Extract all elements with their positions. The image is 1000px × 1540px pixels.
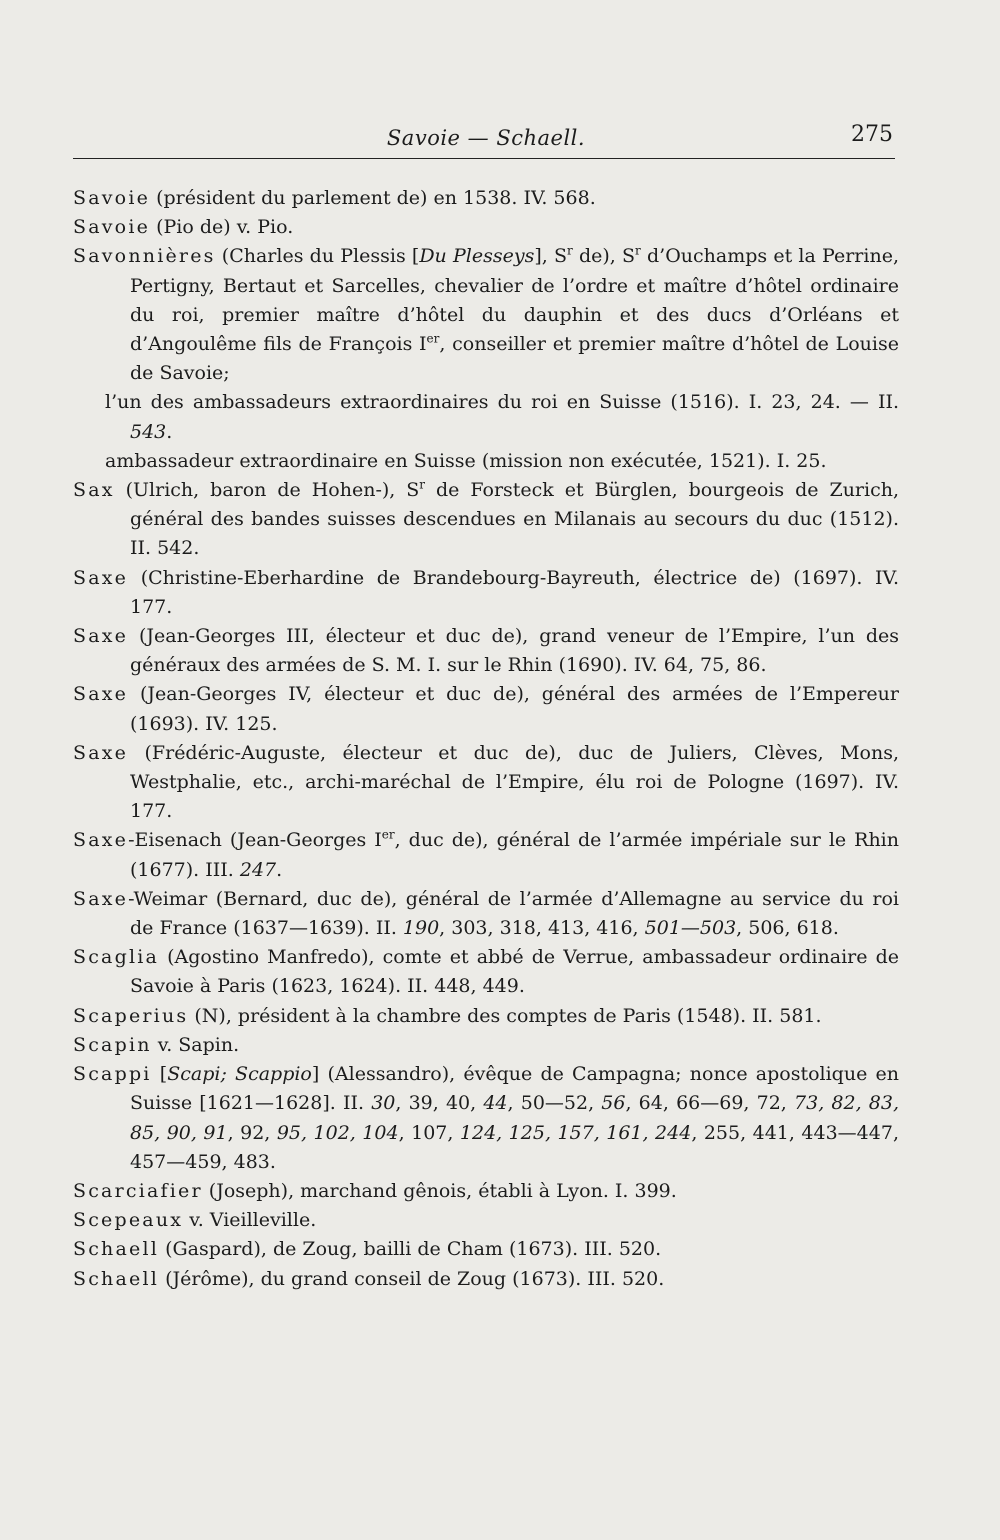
running-title-separator: — [460, 126, 497, 150]
entry-headword: Savoie [73, 216, 151, 239]
entry-text: , 506, 618. [736, 917, 839, 940]
entry-text: , 92, [227, 1121, 277, 1144]
index-subentry [73, 388, 899, 446]
index-entry [73, 476, 899, 564]
page-number: 275 [851, 122, 893, 147]
index-entry [73, 739, 899, 827]
entry-superscript: r [635, 244, 641, 259]
entry-text: , duc de), général de l’armée impériale sur le Rhin (1677). III. [130, 829, 899, 881]
entry-headword: Saxe [73, 566, 129, 589]
entry-headword: Scepeaux [73, 1209, 184, 1232]
entry-headword: Saxe [73, 829, 129, 852]
entry-headword: Savonnières [73, 245, 216, 268]
running-header [73, 118, 899, 158]
index-entry [73, 242, 899, 388]
entry-superscript: r [419, 477, 426, 492]
entry-headword: Scappi [73, 1063, 152, 1086]
entry-text: (Agostino Manfredo), comte et abbé de Verrue, ambassadeur ordinaire de Savoie à Paris (1623, 1624). II. 448, 449. [130, 946, 899, 998]
entry-headword: Savoie [73, 187, 151, 209]
entry-variant: Scapi; Scappio [167, 1063, 312, 1086]
entry-text: (Frédéric-Auguste, électeur et duc de), duc de Juliers, Clèves, Mons, Westphalie, etc., archi-maréchal de l’Empire, élu roi de Pologne (1697). IV. 177. [128, 741, 899, 823]
entry-text: (N), président à la chambre des comptes de Paris (1548). II. 581. [188, 1004, 822, 1027]
entry-italic-ref: 190 [402, 917, 440, 940]
entry-text: (Jean-Georges IV, électeur et duc de), général des armées de l’Empereur (1693). IV. 125. [128, 683, 899, 735]
index-entry [73, 680, 899, 738]
entry-headword: Scapin [73, 1033, 152, 1056]
entry-italic-ref: 73, 82, 83, 85, 90, 91 [130, 1092, 899, 1144]
index-entry [73, 213, 899, 242]
running-title-right: Schaell. [496, 126, 586, 150]
entry-text: , 50—52, [507, 1092, 602, 1115]
entry-headword: Saxe [73, 683, 129, 706]
entry-text: (président du parlement de) en 1538. IV. 568. [150, 187, 596, 209]
entry-headword: Scaperius [73, 1004, 189, 1027]
entry-text: d’Ouchamps et la Perrine, Pertigny, Bertaut et Sarcelles, chevalier de l’ordre et maître d’hôtel ordinaire du roi, premier maître d’hôtel du dauphin et des ducs d’Orléans et d’Angoulême fils de François I [130, 245, 899, 356]
entry-headword: Saxe [73, 625, 129, 648]
entry-text: (Jean-Georges III, électeur et duc de), grand veneur de l’Empire, l’un des généraux des armées de S. M. I. sur le Rhin (1690). IV. 64, 75, 86. [128, 625, 899, 677]
index-entry [73, 885, 899, 943]
index-entry [73, 1265, 899, 1294]
running-title [73, 126, 899, 150]
subentry-text: . [166, 420, 173, 443]
entry-superscript: er [426, 331, 440, 346]
entry-text: (Joseph), marchand gênois, établi à Lyon. I. 399. [202, 1179, 677, 1202]
entry-headword: Schaell [73, 1238, 160, 1261]
entry-text: ], S [534, 245, 568, 268]
index-entry [73, 826, 899, 884]
entry-italic-ref: 30 [371, 1092, 396, 1115]
index-entry [73, 1206, 899, 1235]
entry-text: v. Vieilleville. [183, 1209, 317, 1232]
entry-text: -Weimar (Bernard, duc de), général de l’armée d’Allemagne au service du roi de France (1637—1639). II. [128, 887, 899, 940]
index-entry [73, 184, 899, 213]
entry-text: , conseiller et premier maître d’hôtel de Louise de Savoie; [130, 333, 899, 385]
index-entry [73, 564, 899, 622]
index-entry [73, 1060, 899, 1177]
entry-headword: Schaell [73, 1267, 160, 1290]
subentry-text: l’un des ambassadeurs extraordinaires du roi en Suisse (1516). I. 23, 24. — II. [105, 391, 899, 414]
entry-text: (Pio de) v. Pio. [150, 216, 294, 239]
index-entry [73, 1031, 899, 1060]
entry-variant: Du Plesseys [419, 245, 535, 268]
entry-text: ] (Alessandro), évêque de Campagna; nonce apostolique en Suisse [1621—1628]. II. [130, 1063, 900, 1115]
entry-text: de Forsteck et Bürglen, bourgeois de Zurich, général des bandes suisses descendues en Milanais au secours du duc (1512). II. 542. [130, 479, 900, 560]
entry-text: , 39, 40, [395, 1092, 484, 1115]
entry-text: (Jérôme), du grand conseil de Zoug (1673). III. 520. [159, 1267, 665, 1290]
entry-text: . [276, 858, 283, 881]
entry-text: v. Sapin. [151, 1033, 240, 1056]
entry-italic-ref: 124, 125, 157, 161, 244 [459, 1121, 692, 1144]
index-entry [73, 1177, 899, 1206]
entry-text: (Christine-Eberhardine de Brandebourg-Bayreuth, électrice de) (1697). IV. 177. [128, 566, 899, 618]
entry-text: , 64, 66—69, 72, [625, 1092, 795, 1115]
index-entry [73, 1002, 899, 1031]
entry-headword: Saxe [73, 887, 129, 910]
entry-text: (Charles du Plessis [ [215, 245, 420, 268]
index-entry [73, 1235, 899, 1264]
entry-headword: Saxe [73, 741, 129, 764]
entry-superscript: er [381, 828, 395, 843]
subentry-italic-ref: 543 [130, 420, 167, 443]
entry-italic-ref: 44 [483, 1092, 508, 1115]
entry-text: , 255, 441, 443—447, 457—459, 483. [130, 1121, 899, 1173]
entry-superscript: r [567, 244, 573, 259]
entry-italic-ref: 501—503 [644, 917, 737, 940]
entry-text: (Gaspard), de Zoug, bailli de Cham (1673). III. 520. [159, 1238, 662, 1261]
entry-text: (Ulrich, baron de Hohen-), S [114, 479, 420, 502]
index-entry [73, 943, 899, 1001]
header-rule [73, 158, 895, 159]
entry-italic-ref: 95, 102, 104 [276, 1121, 399, 1144]
entry-headword: Scarciafier [73, 1179, 203, 1202]
index-entries [73, 184, 899, 1294]
entry-text: de), S [572, 245, 636, 268]
subentry-text: ambassadeur extraordinaire en Suisse (mission non exécutée, 1521). I. 25. [105, 449, 827, 472]
entry-italic-ref: 247 [239, 858, 277, 881]
entry-italic-ref: 56 [601, 1092, 626, 1115]
index-entry [73, 622, 899, 680]
entry-text: -Eisenach (Jean-Georges I [128, 829, 382, 852]
running-title-left: Savoie [386, 126, 461, 150]
entry-headword: Scaglia [73, 946, 160, 969]
entry-text: , 303, 318, 413, 416, [439, 917, 645, 940]
entry-text: , 107, [398, 1121, 460, 1144]
entry-headword: Sax [73, 479, 115, 502]
entry-text: [ [151, 1063, 168, 1086]
index-subentry [73, 447, 899, 476]
